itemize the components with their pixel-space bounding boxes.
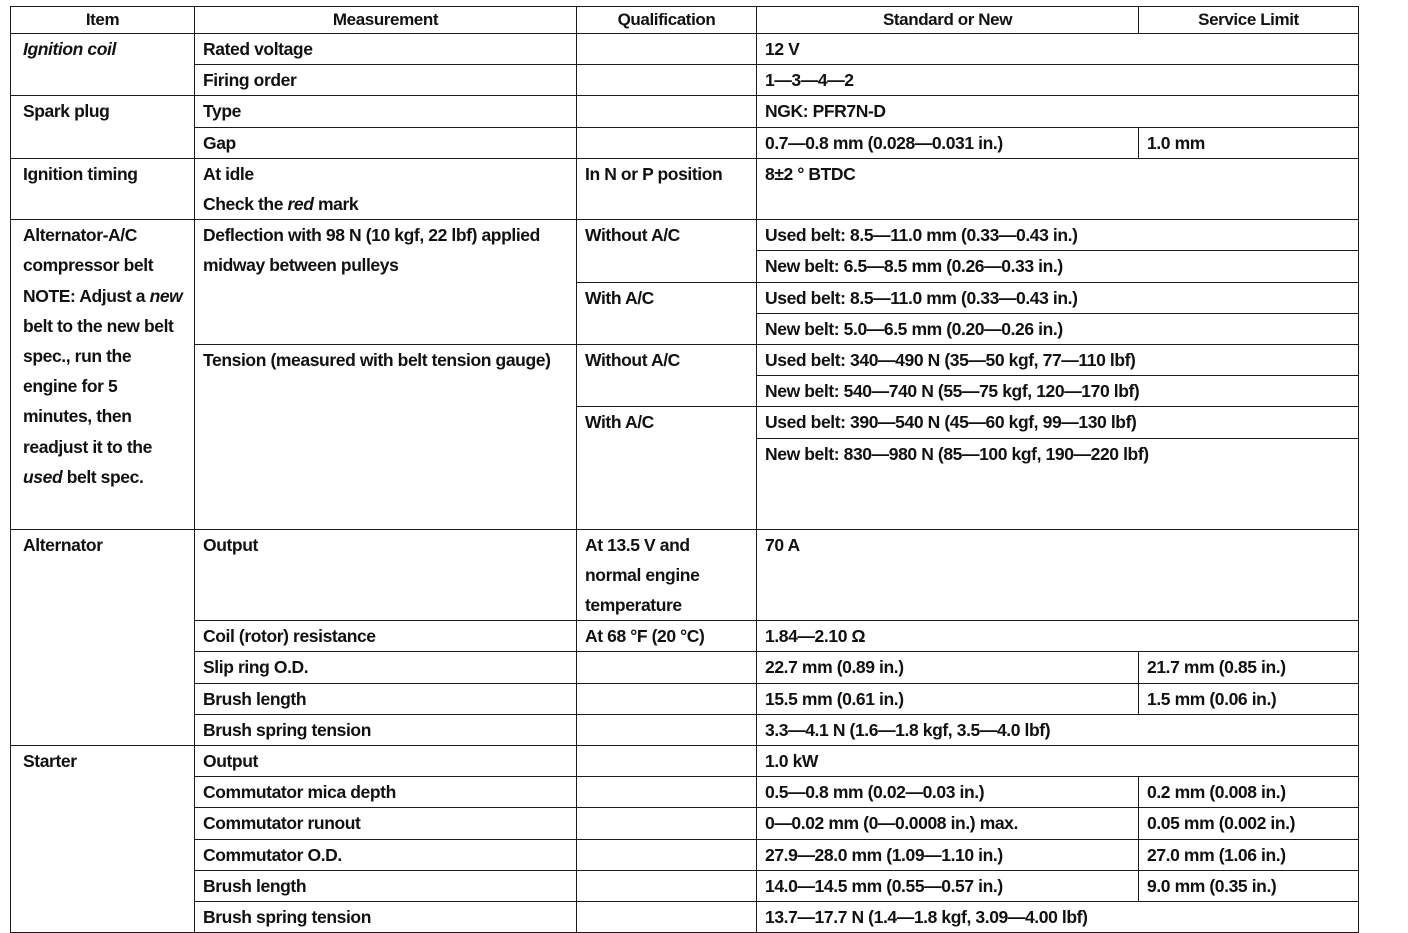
measurement-cell: Commutator mica depth [195,777,577,808]
standard-cell: 3.3—4.1 N (1.6—1.8 kgf, 3.5—4.0 lbf) [757,714,1359,745]
table-row [11,652,1359,683]
standard-cell: 12 V [757,34,1359,65]
table-row [11,902,1359,933]
standard-cell: Used belt: 8.5—11.0 mm (0.33—0.43 in.) [757,282,1359,313]
item-ignition-timing: Ignition timing [11,158,195,219]
table-row [11,65,1359,96]
table-row [11,777,1359,808]
qualification-cell [577,777,757,808]
measurement-cell: Commutator O.D. [195,839,577,870]
table-row [11,220,1359,251]
qualification-cell: Without A/C [577,220,757,282]
header-measurement: Measurement [195,7,577,34]
text-emphasis: used [23,466,63,487]
table-row [11,839,1359,870]
limit-cell: 21.7 mm (0.85 in.) [1139,652,1359,683]
header-row [11,7,1359,34]
standard-cell: 27.9—28.0 mm (1.09—1.10 in.) [757,839,1139,870]
limit-cell: 27.0 mm (1.06 in.) [1139,839,1359,870]
standard-cell: 70 A [757,529,1359,621]
spec-sheet [10,6,1358,933]
table-row [11,621,1359,652]
qualification-cell [577,714,757,745]
standard-cell: 1.0 kW [757,746,1359,777]
standard-cell: NGK: PFR7N-D [757,96,1359,127]
standard-cell: New belt: 6.5—8.5 mm (0.26—0.33 in.) [757,251,1359,282]
table-row [11,714,1359,745]
limit-cell: 0.2 mm (0.008 in.) [1139,777,1359,808]
qualification-cell [577,808,757,839]
measurement-cell: Slip ring O.D. [195,652,577,683]
measurement-cell: Commutator runout [195,808,577,839]
measurement-cell: Brush length [195,683,577,714]
measurement-cell: Gap [195,127,577,158]
text-run: belt to the new belt spec., run the engine for 5 minutes, then readjust it to the [23,315,174,457]
standard-cell: 1—3—4—2 [757,65,1359,96]
table-row [11,34,1359,65]
measurement-cell: Brush length [195,870,577,901]
standard-cell: 0.7—0.8 mm (0.028—0.031 in.) [757,127,1139,158]
limit-cell: 1.5 mm (0.06 in.) [1139,683,1359,714]
qualification-cell: Without A/C [577,345,757,407]
table-row [11,529,1359,621]
measurement-cell: Brush spring tension [195,714,577,745]
qualification-cell [577,839,757,870]
measurement-cell: Firing order [195,65,577,96]
item-starter: Starter [11,746,195,933]
standard-cell: New belt: 540—740 N (55—75 kgf, 120—170 lbf) [757,376,1359,407]
qualification-cell [577,96,757,127]
measurement-cell: Coil (rotor) resistance [195,621,577,652]
table-row [11,127,1359,158]
measurement-cell: Brush spring tension [195,902,577,933]
standard-cell: Used belt: 390—540 N (45—60 kgf, 99—130 lbf) [757,407,1359,438]
specifications-table [10,6,1359,933]
qualification-cell: With A/C [577,407,757,529]
table-row [11,808,1359,839]
qualification-cell: At 13.5 V and normal engine temperature [577,529,757,621]
text-emphasis: red [287,194,314,215]
measurement-cell: Deflection with 98 N (10 kgf, 22 lbf) applied midway between pulleys [195,220,577,345]
standard-cell: 13.7—17.7 N (1.4—1.8 kgf, 3.09—4.00 lbf) [757,902,1359,933]
standard-cell: New belt: 5.0—6.5 mm (0.20—0.26 in.) [757,313,1359,344]
standard-cell: 22.7 mm (0.89 in.) [757,652,1139,683]
standard-cell: 8±2 ° BTDC [757,158,1359,219]
standard-cell: 15.5 mm (0.61 in.) [757,683,1139,714]
measurement-cell: Type [195,96,577,127]
text-run: belt spec. [62,466,144,487]
limit-cell: 9.0 mm (0.35 in.) [1139,870,1359,901]
measurement-cell: Tension (measured with belt tension gauge) [195,345,577,530]
header-standard: Standard or New [757,7,1139,34]
standard-cell: New belt: 830—980 N (85—100 kgf, 190—220 lbf) [757,438,1359,529]
qualification-cell: At 68 °F (20 °C) [577,621,757,652]
limit-cell: 0.05 mm (0.002 in.) [1139,808,1359,839]
table-row [11,683,1359,714]
table-row [11,158,1359,219]
table-row [11,870,1359,901]
item-spark-plug: Spark plug [11,96,195,158]
text-emphasis: new [149,285,183,306]
standard-cell: 0.5—0.8 mm (0.02—0.03 in.) [757,777,1139,808]
qualification-cell: With A/C [577,282,757,344]
measurement-line [203,189,568,219]
item-ignition-coil: Ignition coil [11,34,195,96]
qualification-cell [577,127,757,158]
standard-cell: 0—0.02 mm (0—0.0008 in.) max. [757,808,1139,839]
qualification-cell [577,65,757,96]
measurement-cell: Rated voltage [195,34,577,65]
limit-cell: 1.0 mm [1139,127,1359,158]
measurement-cell: Output [195,529,577,621]
item-alternator: Alternator [11,529,195,745]
qualification-cell [577,34,757,65]
standard-cell: Used belt: 340—490 N (35—50 kgf, 77—110 lbf) [757,345,1359,376]
header-item: Item [11,7,195,34]
qualification-cell [577,652,757,683]
table-row [11,96,1359,127]
qualification-cell [577,683,757,714]
table-row [11,746,1359,777]
table-row [11,345,1359,376]
standard-cell: Used belt: 8.5—11.0 mm (0.33—0.43 in.) [757,220,1359,251]
measurement-line: At idle [203,163,254,184]
qualification-cell [577,870,757,901]
header-service-limit: Service Limit [1139,7,1359,34]
qualification-cell: In N or P position [577,158,757,219]
text-run: Alternator-A/C compressor belt NOTE: Adjust a [23,225,154,306]
text-run: mark [313,194,359,215]
text-run: Check the [203,194,288,215]
qualification-cell [577,902,757,933]
header-qualification: Qualification [577,7,757,34]
qualification-cell [577,746,757,777]
item-belt [11,220,195,529]
standard-cell: 1.84—2.10 Ω [757,621,1359,652]
measurement-cell: Output [195,746,577,777]
standard-cell: 14.0—14.5 mm (0.55—0.57 in.) [757,870,1139,901]
measurement-cell [195,158,577,219]
